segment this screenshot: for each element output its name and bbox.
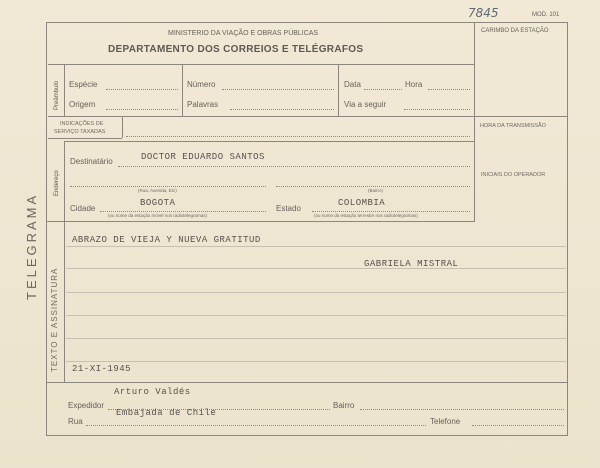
destinatario-value: DOCTOR EDUARDO SANTOS [141, 152, 265, 162]
message-line [66, 338, 566, 339]
numero-field[interactable] [222, 89, 334, 90]
service-field[interactable] [126, 136, 470, 137]
preamble-inner-left [64, 64, 65, 116]
rua-field-line[interactable] [86, 425, 426, 426]
estado-label: Estado [276, 204, 301, 213]
service-box-right [122, 116, 123, 138]
origem-field[interactable] [106, 109, 178, 110]
message-bottom [46, 382, 568, 383]
preamble-section-label: Preâmbulo [54, 80, 60, 110]
message-signature: GABRIELA MISTRAL [364, 259, 459, 269]
especie-label: Espécie [69, 80, 98, 89]
rua-value: Embajada de Chile [116, 408, 217, 418]
palavras-label: Palavras [187, 100, 219, 109]
message-left [64, 222, 65, 382]
ministry-title: MINISTERIO DA VIAÇÃO E OBRAS PÚBLICAS [168, 30, 319, 37]
palavras-field[interactable] [230, 109, 334, 110]
service-box-bottom [48, 138, 122, 139]
right-column-divider [474, 22, 475, 221]
transmission-time-label: HORA DA TRANSMISSÃO [480, 123, 546, 129]
message-date: 21-XI-1945 [72, 364, 132, 374]
expedidor-value: Arturo Valdés [114, 387, 191, 397]
footer-bairro-label: Bairro [333, 401, 355, 410]
hora-field[interactable] [428, 89, 470, 90]
address-bottom [46, 221, 475, 222]
message-text: ABRAZO DE VIEJA Y NUEVA GRATITUD [72, 235, 261, 245]
operator-initials-label: INICIAIS DO OPERADOR [481, 172, 546, 178]
origem-label: Origem [69, 100, 96, 109]
preamble-top-line [48, 64, 474, 65]
cidade-value: BOGOTA [140, 198, 176, 208]
cidade-hint: (ou nome da estação móvel nos radiotelegramas) [108, 213, 208, 218]
handwritten-number: 7845 [468, 6, 499, 20]
preamble-col-1 [182, 64, 183, 116]
message-line [66, 246, 566, 247]
via-field[interactable] [404, 109, 470, 110]
side-title: TELEGRAMA [24, 192, 39, 300]
address-section-label: Endereço [54, 170, 60, 196]
data-field[interactable] [364, 89, 402, 90]
numero-label: Número [187, 80, 216, 89]
address-left [64, 141, 65, 221]
estado-value: COLOMBIA [338, 198, 386, 208]
rua-line[interactable] [70, 186, 266, 187]
bairro-line[interactable] [276, 186, 470, 187]
rua-label: Rua [68, 417, 83, 426]
preamble-col-2 [338, 64, 339, 116]
data-label: Data [344, 80, 361, 89]
bairro-hint: (Bairro) [368, 188, 384, 193]
expedidor-label: Expedidor [68, 401, 105, 410]
cidade-line[interactable] [100, 211, 266, 212]
station-stamp-label: CARIMBO DA ESTAÇÃO [481, 28, 549, 34]
rua-hint: (Rua, Avenida, Etc) [138, 188, 177, 193]
preamble-bottom-line [48, 116, 474, 117]
service-label-2: SERVIÇO TAXADAS [54, 129, 106, 135]
service-label-1: INDICAÇÕES DE [60, 121, 104, 127]
hora-label: Hora [405, 80, 423, 89]
message-section-label: TEXTO E ASSINATURA [50, 267, 59, 372]
estado-line[interactable] [312, 211, 470, 212]
department-title: DEPARTAMENTO DOS CORREIOS E TELÉGRAFOS [108, 44, 364, 55]
message-line [66, 268, 566, 269]
estado-hint: (ou nome da estação terrestre nos radiotelegramas) [314, 213, 418, 218]
cidade-label: Cidade [70, 204, 96, 213]
destinatario-label: Destinatário [70, 157, 113, 166]
telefone-line[interactable] [472, 425, 564, 426]
right-col-top [474, 116, 568, 117]
message-line [66, 292, 566, 293]
model-number: MOD. 101 [532, 12, 560, 18]
destinatario-line[interactable] [118, 166, 470, 167]
address-top [64, 141, 474, 142]
especie-field[interactable] [106, 89, 178, 90]
footer-bairro-line[interactable] [360, 409, 564, 410]
telefone-label: Telefone [430, 417, 461, 426]
message-line [66, 361, 566, 362]
message-line [66, 315, 566, 316]
via-label: Via a seguir [344, 100, 387, 109]
